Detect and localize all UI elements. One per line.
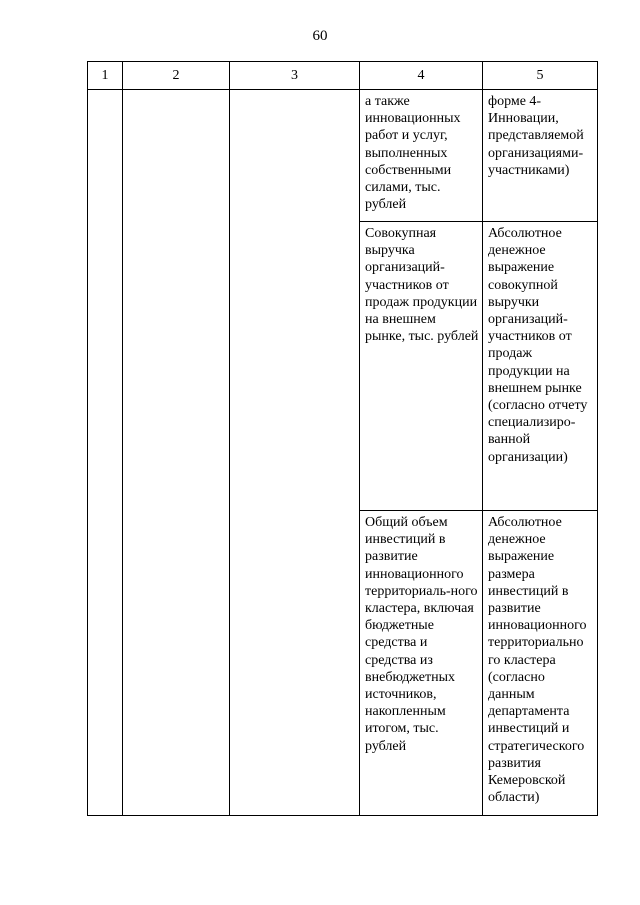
table-cell-col2 [123,90,230,816]
column-header-3: 3 [230,62,360,90]
table-row [88,90,598,222]
calculation-text: форме 4-Инновации, представляемой организациями-участниками) [488,94,584,178]
indicator-cell [360,90,483,222]
column-header-1: 1 [88,62,123,90]
indicator-text: а также инновационных работ и услуг, выполненных собственными силами, тыс. рублей [365,94,461,213]
indicator-cell [360,222,483,511]
indicator-text: Совокупная выручка организаций-участников от продаж продукции на внешнем рынке, тыс. рублей [365,226,479,345]
indicators-table [87,61,598,816]
indicator-text: Общий объем инвестиций в развитие инновационного территориаль-ного кластера, включая бюджетные средства и средства из внебюджетных источников, накопленным итогом, тыс. рублей [365,515,478,754]
column-header-5: 5 [483,62,598,90]
page-number: 60 [312,28,328,44]
column-header-4: 4 [360,62,483,90]
table-cell-col3 [230,90,360,816]
calculation-cell [483,90,598,222]
calculation-text: Абсолютное денежное выражение размера инвестиций в развитие инновационного территориально го кластера (согласно данным департамента инвестиций и стратегического развития Кемеровской области) [488,515,587,806]
calculation-text: Абсолютное денежное выражение совокупной выручки организаций-участников от продаж продукции на внешнем рынке (согласно отчету специализиро-ванной организации) [488,226,588,465]
calculation-cell [483,511,598,816]
calculation-cell [483,222,598,511]
table-cell-col1 [88,90,123,816]
table-header-row [88,62,598,90]
indicator-cell [360,511,483,816]
column-header-2: 2 [123,62,230,90]
